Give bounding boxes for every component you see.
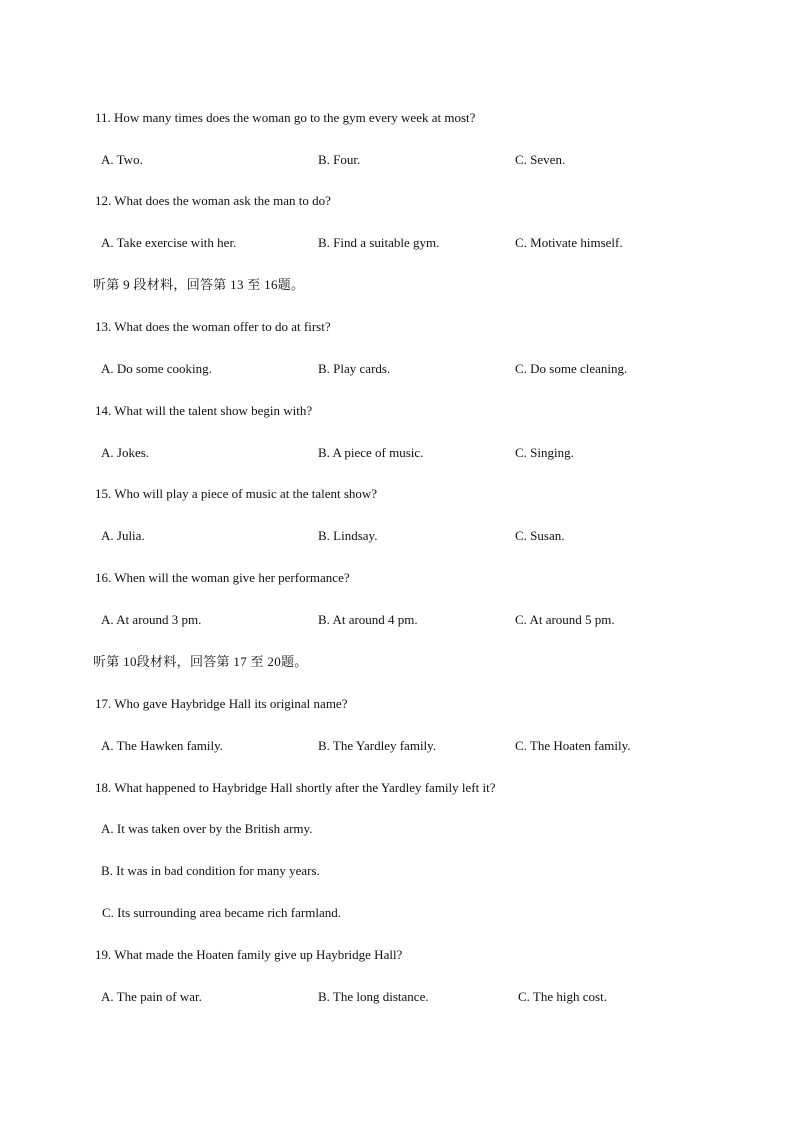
question-19: 19. What made the Hoaten family give up Haybridge Hall? [95,947,403,962]
q12-option-c: C. Motivate himself. [515,235,623,250]
q13-option-a: A. Do some cooking. [101,361,212,376]
q11-option-c: C. Seven. [515,152,566,167]
q13-option-b: B. Play cards. [318,361,391,376]
q18-option-c: C. Its surrounding area became rich farmland. [102,905,341,920]
q15-option-b: B. Lindsay. [318,528,378,543]
q12-option-b: B. Find a suitable gym. [318,235,440,250]
question-14: 14. What will the talent show begin with? [95,403,313,418]
question-16: 16. When will the woman give her performance? [95,570,350,585]
q16-option-a: A. At around 3 pm. [101,612,202,627]
q14-option-b: B. A piece of music. [318,445,424,460]
section-heading-9: 听第 9 段材料，回答第 13 至 16题。 [93,277,305,292]
q19-option-a: A. The pain of war. [101,989,202,1004]
q16-option-b: B. At around 4 pm. [318,612,418,627]
q14-option-c: C. Singing. [515,445,574,460]
q11-option-a: A. Two. [101,152,143,167]
q18-option-b: B. It was in bad condition for many years. [101,863,320,878]
q14-option-a: A. Jokes. [101,445,150,460]
question-15: 15. Who will play a piece of music at the talent show? [95,486,378,501]
q13-option-c: C. Do some cleaning. [515,361,628,376]
q15-option-c: C. Susan. [515,528,565,543]
question-13: 13. What does the woman offer to do at first? [95,319,331,334]
q12-option-a: A. Take exercise with her. [101,235,237,250]
q17-option-b: B. The Yardley family. [318,738,437,753]
question-18: 18. What happened to Haybridge Hall shortly after the Yardley family left it? [95,780,496,795]
question-12: 12. What does the woman ask the man to do? [95,193,331,208]
section-heading-10: 听第 10段材料，回答第 17 至 20题。 [93,654,308,669]
q16-option-c: C. At around 5 pm. [515,612,615,627]
q19-option-c: C. The high cost. [518,989,607,1004]
q17-option-a: A. The Hawken family. [101,738,224,753]
q15-option-a: A. Julia. [101,528,145,543]
q11-option-b: B. Four. [318,152,361,167]
q19-option-b: B. The long distance. [318,989,429,1004]
question-11: 11. How many times does the woman go to the gym every week at most? [95,110,476,125]
question-17: 17. Who gave Haybridge Hall its original name? [95,696,348,711]
q18-option-a: A. It was taken over by the British army. [101,821,313,836]
q17-option-c: C. The Hoaten family. [515,738,631,753]
